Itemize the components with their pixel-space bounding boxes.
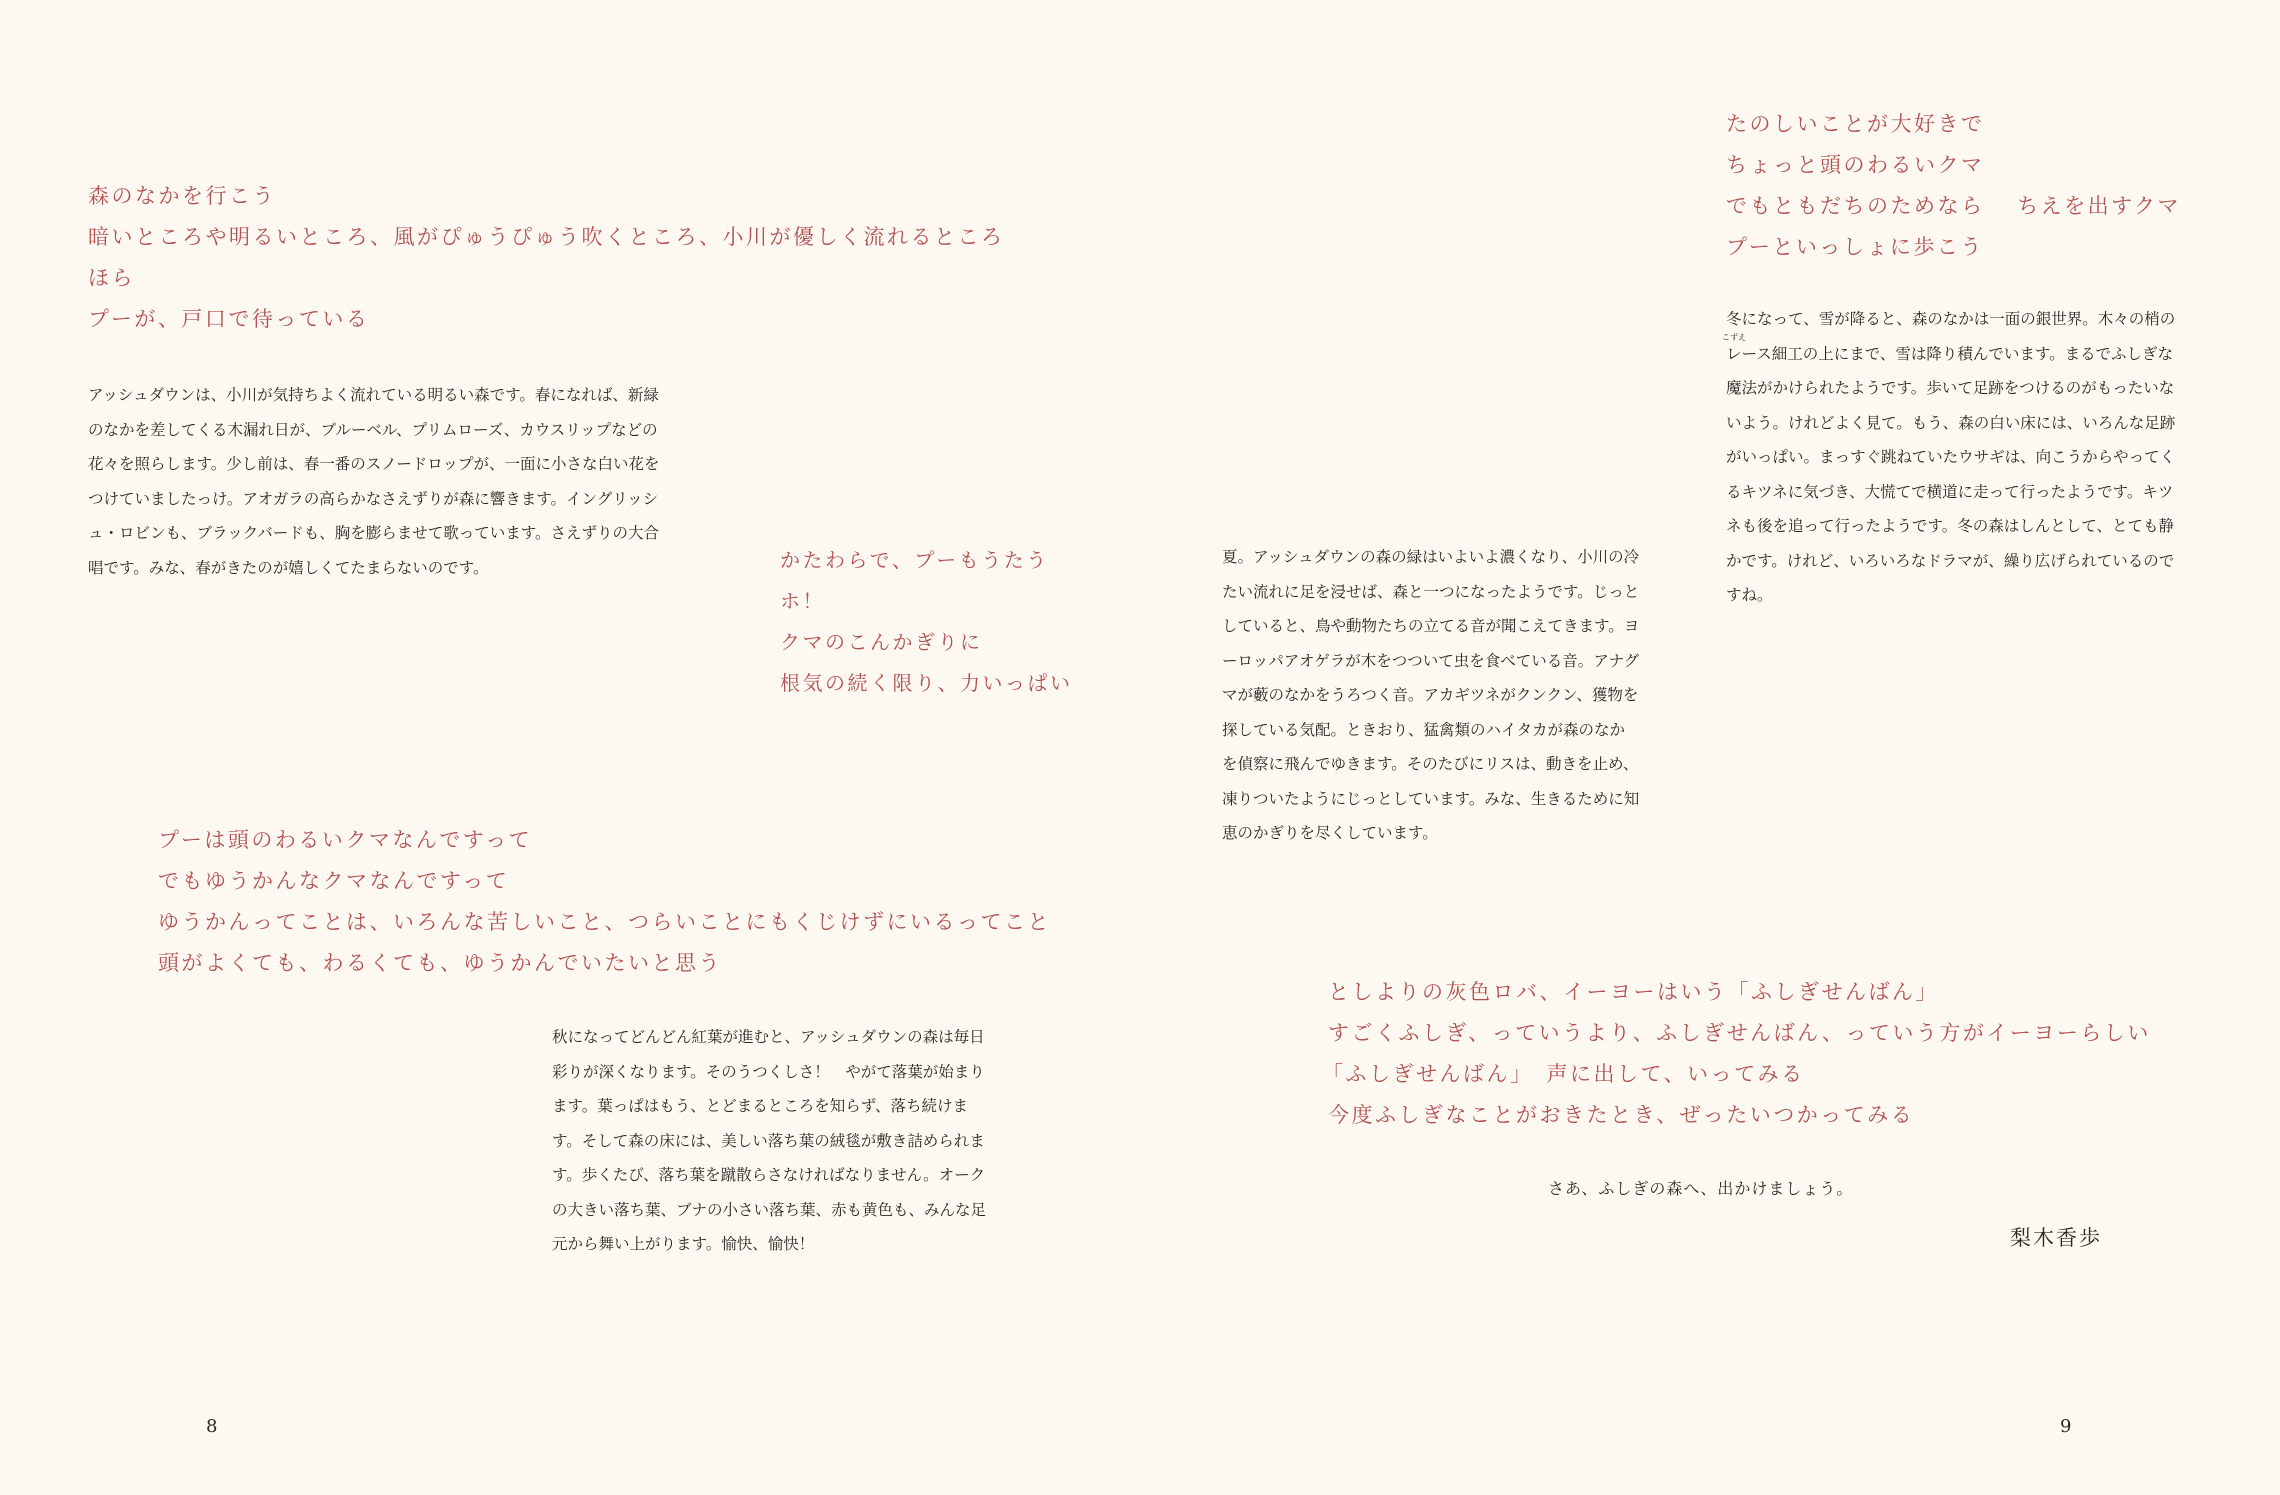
poem-sing <box>780 540 1073 704</box>
poem-line: たのしいことが大好きで <box>1726 112 1985 136</box>
poem-line: でもともだちのためなら ちえを出すクマ <box>1726 194 2182 218</box>
ruby-kozue: こずえ <box>1722 333 1746 342</box>
poem-line: 頭がよくても、わるくても、ゆうかんでいたいと思う <box>158 951 722 975</box>
prose-winter-text: 冬になって、雪が降ると、森のなかは一面の銀世界。木々の梢のレース細工の上にまで、雪は降り積んでいます。まるでふしぎな魔法がかけられたようです。歩いて足跡をつけるのがもったいないよう。けれどよく見て。もう、森の白い床には、いろんな足跡がいっぱい。まっすぐ跳ねていたウサギは、向こうからやってくるキツネに気づき、大慌てで横道に走って行ったようです。キツネも後を追って行ったようです。冬の森はしんとして、とても静かです。けれど、いろいろなドラマが、繰り広げられているのですね。 <box>1726 310 2176 604</box>
prose-autumn <box>552 1020 990 1262</box>
poem-line: でもゆうかんなクマなんですって <box>158 869 510 893</box>
poem-line: 暗いところや明るいところ、風がぴゅうぴゅう吹くところ、小川が優しく流れるところ <box>88 225 1005 249</box>
poem-eeyore <box>1322 972 2151 1136</box>
prose-spring-text: アッシュダウンは、小川が気持ちよく流れている明るい森です。春になれば、新緑のなかを差してくる木漏れ日が、ブルーベル、プリムローズ、カウスリップなどの花々を照らします。少し前は、春一番のスノードロップが、一面に小さな白い花をつけていましたっけ。アオガラの高らかなさえずりが森に響きます。イングリッシュ・ロビンも、ブラックバードも、胸を膨らませて歌っています。さえずりの大合唱です。みな、春がきたのが嬉しくてたまらないのです。 <box>88 386 660 577</box>
poem-line: ほら <box>88 266 135 290</box>
poem-brave <box>158 820 1051 984</box>
poem-line: 森のなかを行こう <box>88 184 276 208</box>
page-number-left: 8 <box>206 1416 218 1437</box>
poem-line: プーといっしょに歩こう <box>1726 235 1984 259</box>
poem-forest <box>88 176 1005 340</box>
poem-line: ゆうかんってことは、いろんな苦しいこと、つらいことにもくじけずにいるってこと <box>158 910 1051 934</box>
prose-summer-text: 夏。アッシュダウンの森の緑はいよいよ濃くなり、小川の冷たい流れに足を浸せば、森と一つになったようです。じっとしていると、鳥や動物たちの立てる音が聞こえてきます。ヨーロッパアオゲラが木をつついて虫を食べている音。アナグマが藪のなかをうろつく音。アカギツネがクンクン、獲物を探している気配。ときおり、猛禽類のハイタカが森のなかを偵察に飛んでゆきます。そのたびにリスは、動きを止め、凍りついたようにじっとしています。みな、生きるために知恵のかぎりを尽くしています。 <box>1222 548 1640 842</box>
prose-spring <box>88 378 660 585</box>
poem-line: プーが、戸口で待っている <box>88 307 370 331</box>
poem-line: プーは頭のわるいクマなんですって <box>158 828 533 852</box>
poem-line: すごくふしぎ、っていうより、ふしぎせんばん、っていう方がイーヨーらしい <box>1328 1021 2151 1045</box>
prose-winter <box>1726 302 2178 613</box>
page-number-right: 9 <box>2060 1416 2072 1437</box>
poem-friends <box>1726 104 2181 268</box>
author-name: 梨木香歩 <box>2010 1226 2102 1250</box>
poem-line: かたわらで、プーもうたう <box>780 548 1049 572</box>
poem-line: 根気の続く限り、力いっぱい <box>780 671 1073 695</box>
poem-line: クマのこんかぎりに <box>780 630 983 654</box>
prose-autumn-text: 秋になってどんどん紅葉が進むと、アッシュダウンの森は毎日彩りが深くなります。そのうつくしさ！ やがて落葉が始まります。葉っぱはもう、とどまるところを知らず、落ち続けます。そして森の床には、美しい落ち葉の絨毯が敷き詰められます。歩くたび、落ち葉を蹴散らさなければなりません。オークの大きい落ち葉、ブナの小さい落ち葉、赤も黄色も、みんな足元から舞い上がります。愉快、愉快！ <box>552 1028 987 1253</box>
poem-line: ちょっと頭のわるいクマ <box>1726 153 1985 177</box>
poem-line: 今度ふしぎなことがおきたとき、ぜったいつかってみる <box>1328 1103 1915 1127</box>
prose-summer <box>1222 540 1640 851</box>
poem-line: としよりの灰色ロバ、イーヨーはいう「ふしぎせんばん」 <box>1328 980 1939 1004</box>
poem-line: 「ふしぎせんばん」 声に出して、いってみる <box>1322 1062 1805 1086</box>
closing-line: さあ、ふしぎの森へ、出かけましょう。 <box>1548 1179 1854 1198</box>
poem-line: ホ！ <box>780 589 825 613</box>
